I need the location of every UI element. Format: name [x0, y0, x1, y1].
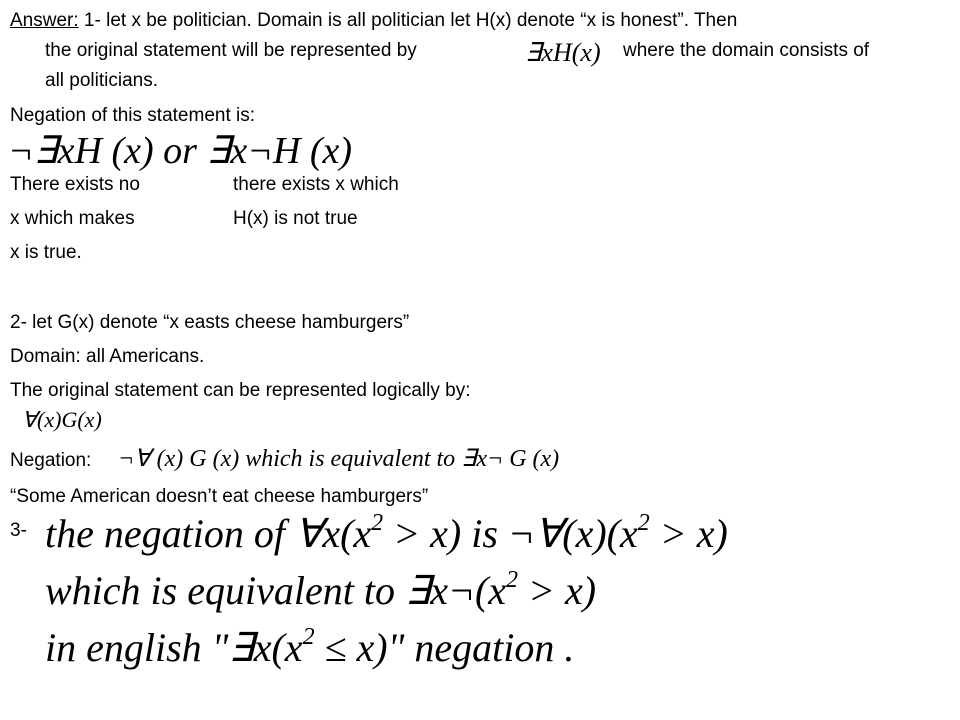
part3-line-1-b: > x) is ¬∀(x)(x — [383, 511, 638, 556]
part2-domain: Domain: all Americans. — [10, 346, 205, 367]
col2-line-2: H(x) is not true — [233, 208, 358, 229]
formula-forall-g: ∀(x)G(x) — [22, 407, 102, 432]
exponent: 2 — [506, 567, 519, 594]
answer-line-1-text: 1- let x be politician. Domain is all politician let H(x) denote “x is honest”. Then — [78, 10, 738, 31]
part3-line-2-a: which is equivalent to ∃x¬(x — [45, 568, 507, 613]
formula-exists-h: ∃xH(x) — [525, 38, 601, 67]
exponent: 2 — [371, 510, 384, 537]
part3-label: 3- — [10, 520, 27, 541]
part3-line-2 — [45, 569, 596, 613]
part2-negation-formula: ¬∀ (x) G (x) which is equivalent to ∃x¬ G (x) — [118, 446, 560, 472]
negation-heading: Negation of this statement is: — [10, 105, 256, 126]
part2-negation-label: Negation: — [10, 450, 92, 471]
part2-represented: The original statement can be represented logically by: — [10, 380, 471, 401]
exponent: 2 — [302, 624, 315, 651]
col1-line-1: There exists no — [10, 174, 140, 195]
part3-line-1 — [45, 512, 728, 556]
part3-line-3 — [45, 626, 574, 670]
negation-formula-1: ¬∃xH (x) or ∃x¬H (x) — [8, 130, 353, 172]
answer-line-1 — [10, 9, 737, 33]
col1-line-2: x which makes — [10, 208, 135, 229]
part3-line-3-a: in english "∃x(x — [45, 625, 303, 670]
part3-line-1-a: the negation of ∀x(x — [45, 511, 372, 556]
answer-line-2-b: where the domain consists of — [623, 40, 870, 61]
part2-intro: 2- let G(x) denote “x easts cheese hamburgers” — [10, 312, 410, 333]
part3-line-2-b: > x) — [518, 568, 597, 613]
col1-line-3: x is true. — [10, 242, 82, 263]
answer-line-3: all politicians. — [45, 70, 158, 91]
exponent: 2 — [637, 510, 650, 537]
part3-line-1-c: > x) — [649, 511, 728, 556]
part2-quote: “Some American doesn’t eat cheese hamburgers” — [10, 486, 429, 507]
part3-line-3-b: ≤ x)" negation . — [314, 625, 575, 670]
col2-line-1: there exists x which — [233, 174, 399, 195]
answer-line-2-a: the original statement will be represented by — [45, 40, 417, 61]
answer-label: Answer: — [10, 10, 79, 31]
